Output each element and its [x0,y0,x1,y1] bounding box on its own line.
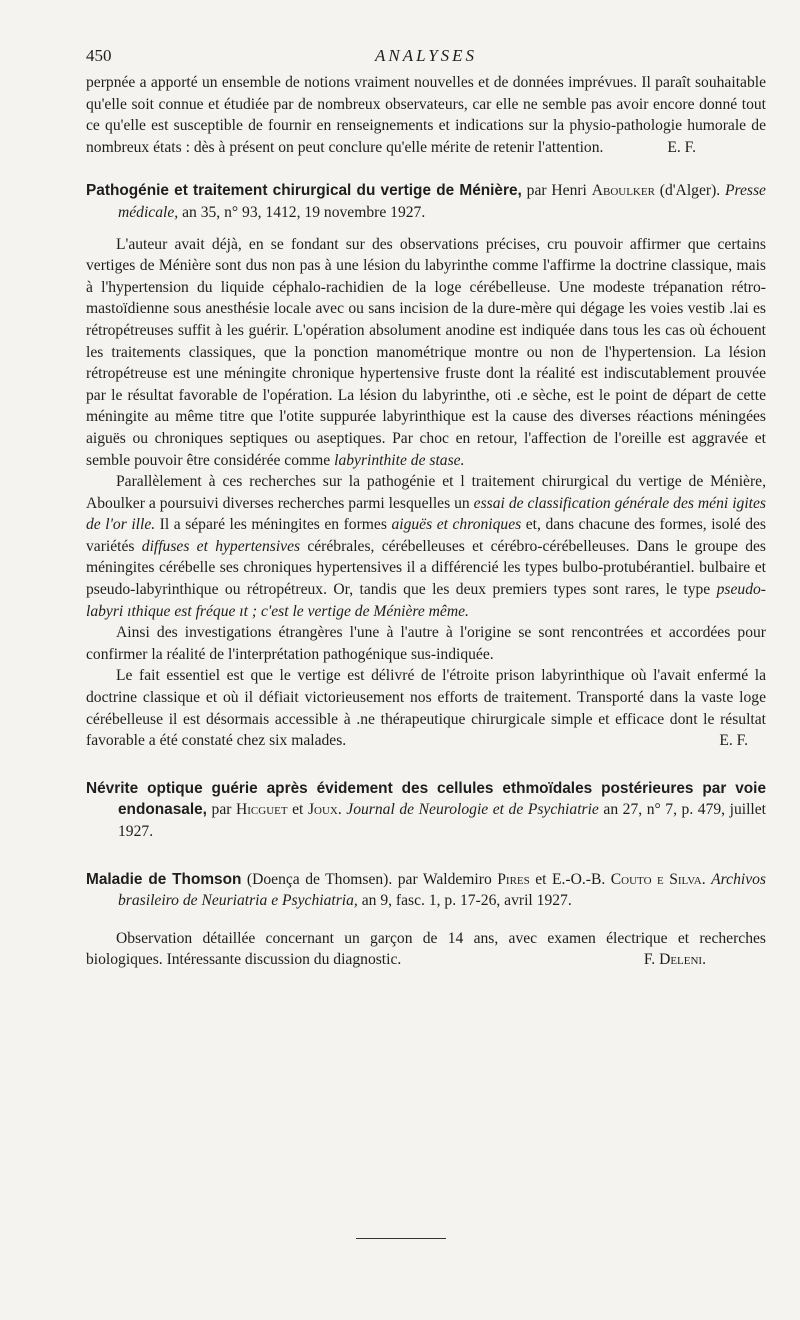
author: Joux [307,801,338,819]
article-heading: Pathogénie et traitement chirurgical du vertige de Ménière, par Henri Aboulker (d'Alger). Presse médicale, an 35, n° 93, 1412, 19 novembre 1927. [86,182,766,221]
journal: Presse médicale, [118,182,766,221]
journal: Journal de Neurologie et de Psychiatrie [346,801,599,819]
article-heading: Maladie de Thomson (Doença de Thomsen). par Waldemiro Pires et E.-O.-B. Couto e Silva. Archivos brasileiro de Neuriatria e Psychiatria, an 9, fasc. 1, p. 17-26, avril 1927. [86,870,766,910]
article-thomson [86,869,766,971]
running-title: ANALYSES [374,46,478,65]
article-title: Pathogénie et traitement chirurgical du vertige de Ménière, [86,182,522,200]
author: Aboulker [591,182,655,200]
article-heading: Névrite optique guérie après évidement des cellules ethmoïdales postérieures par voie endonasale, par Hicguet et Joux. Journal de Neurologie et de Psychiatrie an 27, n° 7, p. 479, juillet 1927. [86,779,767,840]
signature: E. F. [667,138,696,156]
paragraph: Parallèlement à ces recherches sur la pathogénie et l traitement chirurgical du vertige de Ménière, Aboulker a poursuivi diverses recherches parmi lesquelles un essai de classification générale des méni igites de l'or ille. Il a séparé les méningites en formes aiguës et chroniques et, dans chacune des formes, isolé des variétés diffuses et hypertensives cérébrales, cérébelleuses et cérébro-cérébelleuses. Dans le groupe des méningites cérébelle ses chroniques hypertensives il a différencié les types bulbo-protubérantiel. bulbaire et pseudo-labyrinthique ou rétropétreux. Or, tandis que les deux premiers types sont rares, le type pseudo-labyri ıthique est fréque ıt ; c'est le vertige de Ménière même. [86,473,766,620]
article-aboulker [86,180,766,751]
signature: F. Deleni. [643,951,706,969]
article-hicguet [86,778,766,843]
page [86,44,766,971]
running-head [86,44,766,72]
article-title: Maladie de Thomson [86,870,242,888]
signature: E. F. [719,732,748,750]
closing-rule [356,1238,446,1239]
paragraph: L'auteur avait déjà, en se fondant sur des observations précises, cru pouvoir affirmer que certains vertiges de Ménière sont dus non pas à une lésion du labyrinthe comme l'affirme la doctrine classique, mais à l'hypertension du liquide céphalo-rachidien de la loge cérébelleuse. Une modeste trépanation rétro-mastoïdienne sous anesthésie locale avec ou sans incision de la dure-mère qui dégage les voies vestib .lai es rétropétreuses suffit à les guérir. L'opération absolument anodine est indiquée dans tous les cas où échouent les traitements classiques, que la ponction manométrique montre ou non de l'hypertension. La lésion rétropétreuse est une méningite chronique hypertensive fruste dont la réalité est indiscutablement prouvée par le résultat favorable de l'opération. La lésion du labyrinthe, oti .e sèche, est le point de départ de cette méningite au même titre que l'otite suppurée labyrinthique est la cause des diverses réactions méningées aiguës ou chroniques septiques ou aseptiques. Par choc en retour, l'affection de l'oreille est aggravée et semble pouvoir être considérée comme labyrinthite de stase. [86,235,766,469]
article-title: Névrite optique guérie après évidement des cellules ethmoïdales postérieures par voie endonasale, [86,779,766,819]
paragraph: Le fait essentiel est que le vertige est délivré de l'étroite prison labyrinthique où l'avait enfermé la doctrine classique et où il défiait victorieusement nos efforts de traitement. Transporté dans la vaste loge cérébelleuse il est désormais accessible à .ne thérapeutique chirurgicale simple et efficace dont le résultat favorable a été constaté chez six malades. E. F. [86,665,766,751]
author: Pires [497,870,530,888]
paragraph: Ainsi des investigations étrangères l'une à l'autre à l'origine se sont rencontrées et accordées pour confirmer la réalité de l'interprétation pathogénique sus-indiquée. [86,624,766,663]
author: Hicguet [235,801,288,819]
page-number: 450 [86,46,112,65]
paragraph: Observation détaillée concernant un garçon de 14 ans, avec examen électrique et recherches biologiques. Intéressante discussion du diagnostic. F. Deleni. [86,928,766,971]
author: Couto e Silva [610,870,702,888]
previous-review-text: perpnée a apporté un ensemble de notions vraiment nouvelles et de données imprévues. Il paraît souhaitable qu'elle soit connue et étudiée par de nombreux observateurs, car elle ne semble pas avoir encore donné tout ce qu'elle est susceptible de fournir en renseignements et indications sur la physio-pathologie humorale de nombreux états : dès à présent on peut conclure qu'elle mérite de retenir l'attention. E. F. [86,72,766,158]
journal: Archivos brasileiro de Neuriatria e Psychiatria, [118,870,766,910]
